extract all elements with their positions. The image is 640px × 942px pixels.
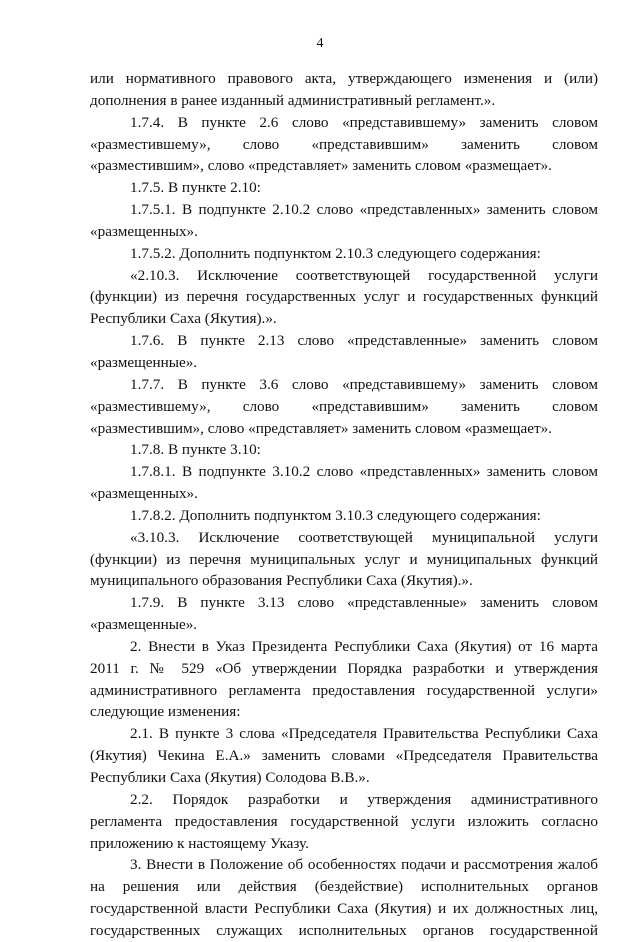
text-line: 3. Внести в Положение об особенностях подачи и рассмотрения жалоб — [130, 856, 598, 874]
text-line: «размещенные». — [90, 353, 198, 371]
text-line: 2.1. В пункте 3 слова «Председателя Правительства Республики Саха — [130, 725, 598, 743]
text-line: 2011 г. № 529 «Об утверждении Порядка разработки и утверждения — [90, 659, 598, 677]
text-line: «разместившим», слово «представляет» заменить словом «размещает». — [90, 419, 552, 437]
text-line: «3.10.3. Исключение соответствующей муниципальной услуги — [130, 528, 598, 546]
text-line: «разместившим», слово «представляет» заменить словом «размещает». — [90, 157, 552, 175]
text-line: (функции) из перечня государственных услуг и государственных функций — [90, 288, 598, 306]
text-line: регламента предоставления государственной услуги изложить согласно — [90, 812, 598, 830]
page-number: 4 — [316, 36, 324, 51]
text-line: «разместившему», слово «представившим» заменить словом — [90, 397, 598, 415]
text-line: «2.10.3. Исключение соответствующей государственной услуги — [130, 266, 598, 284]
text-line: административного регламента предоставления государственной услуги» — [90, 681, 598, 699]
text-line: 1.7.9. В пункте 3.13 слово «представленные» заменить словом — [130, 594, 598, 612]
text-line: на решения или действия (бездействие) исполнительных органов — [90, 878, 598, 896]
text-line: муниципального образования Республики Саха (Якутия).». — [90, 572, 473, 590]
text-line: приложению к настоящему Указу. — [90, 834, 309, 852]
text-line: 1.7.4. В пункте 2.6 слово «представившему» заменить словом — [130, 113, 598, 131]
text-line: 1.7.8. В пункте 3.10: — [130, 441, 261, 459]
text-line: дополнения в ранее изданный административный регламент.». — [90, 91, 496, 109]
text-line: 1.7.5. В пункте 2.10: — [130, 179, 261, 197]
text-line: (функции) из перечня муниципальных услуг и муниципальных функций — [90, 550, 598, 568]
text-line: 2. Внести в Указ Президента Республики Саха (Якутия) от 16 марта — [130, 637, 598, 655]
text-line: Республики Саха (Якутия).». — [90, 310, 277, 328]
document-body — [90, 68, 598, 942]
text-line: государственных служащих исполнительных органов государственной — [90, 921, 598, 939]
text-line: 1.7.5.2. Дополнить подпунктом 2.10.3 следующего содержания: — [130, 244, 541, 262]
text-line: «разместившему», слово «представившим» заменить словом — [90, 135, 598, 153]
text-line: 1.7.8.1. В подпункте 3.10.2 слово «представленных» заменить словом — [130, 463, 598, 481]
text-line: или нормативного правового акта, утверждающего изменения и (или) — [90, 70, 598, 87]
text-line: государственной власти Республики Саха (Якутия) и их должностных лиц, — [90, 900, 598, 918]
text-line: (Якутия) Чекина Е.А.» заменить словами «Председателя Правительства — [90, 747, 598, 765]
text-line: Республики Саха (Якутия) Солодова В.В.». — [90, 769, 370, 786]
text-line: 1.7.5.1. В подпункте 2.10.2 слово «представленных» заменить словом — [130, 201, 598, 219]
text-line: 2.2. Порядок разработки и утверждения административного — [130, 790, 598, 808]
text-line: «размещенных». — [90, 485, 198, 503]
text-line: 1.7.8.2. Дополнить подпунктом 3.10.3 следующего содержания: — [130, 506, 541, 524]
text-line: «размещенные». — [90, 616, 198, 634]
text-line: «размещенных». — [90, 222, 198, 240]
text-line: следующие изменения: — [90, 703, 241, 721]
text-line: 1.7.6. В пункте 2.13 слово «представленные» заменить словом — [130, 332, 598, 350]
text-line: 1.7.7. В пункте 3.6 слово «представившему» заменить словом — [130, 375, 598, 393]
